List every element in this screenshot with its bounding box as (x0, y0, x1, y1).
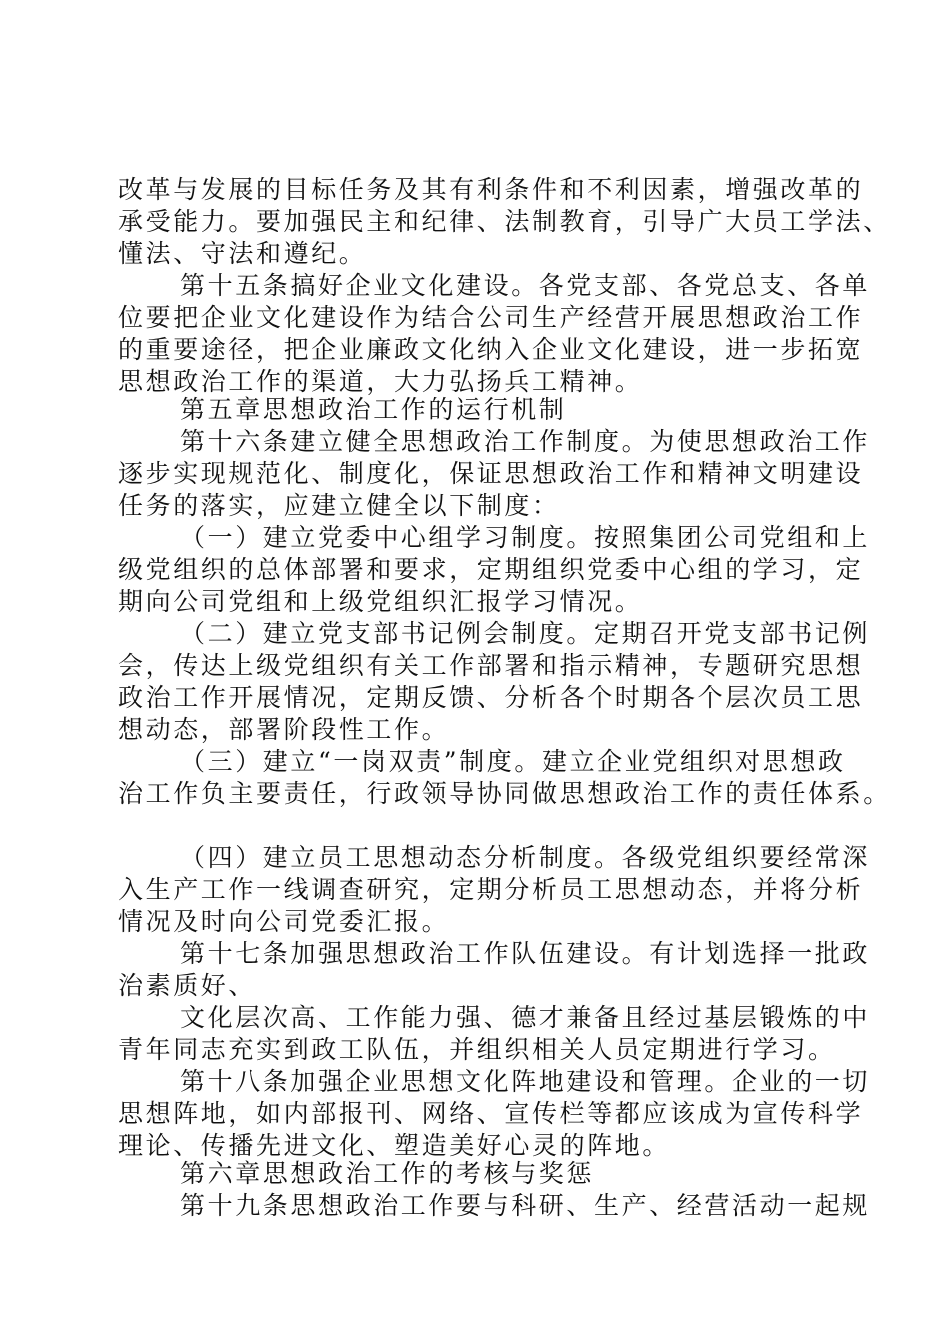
text-line: 逐步实现规范化、制度化，保证思想政治工作和精神文明建设 (118, 459, 864, 488)
text-line: 的重要途径，把企业廉政文化纳入企业文化建设，进一步拓宽 (118, 335, 864, 364)
text-line: 理论、传播先进文化、塑造美好心灵的阵地。 (118, 1131, 671, 1160)
text-line: 文化层次高、工作能力强、德才兼备且经过基层锻炼的中 (180, 1003, 871, 1032)
text-line: 懂法、守法和遵纪。 (118, 239, 367, 268)
text-line: 思想阵地，如内部报刊、网络、宣传栏等都应该成为宣传科学 (118, 1099, 864, 1128)
chapter-heading: 第六章思想政治工作的考核与奖惩 (180, 1159, 595, 1188)
text-line: 想动态，部署阶段性工作。 (118, 715, 450, 744)
text-line: 承受能力。要加强民主和纪律、法制教育，引导广大员工学法、 (118, 207, 891, 236)
text-line: 入生产工作一线调查研究，定期分析员工思想动态，并将分析 (118, 875, 864, 904)
text-line: 期向公司党组和上级党组织汇报学习情况。 (118, 587, 643, 616)
text-line: （一）建立党委中心组学习制度。按照集团公司党组和上 (180, 523, 871, 552)
text-line: 第十七条加强思想政治工作队伍建设。有计划选择一批政 (180, 939, 871, 968)
text-line: 治素质好、 (118, 971, 257, 1000)
text-line: 第十五条搞好企业文化建设。各党支部、各党总支、各单 (180, 271, 871, 300)
text-line: 治工作负主要责任，行政领导协同做思想政治工作的责任体系。 (118, 779, 891, 808)
text-line: 任务的落实，应建立健全以下制度： (118, 491, 560, 520)
text-line: （四）建立员工思想动态分析制度。各级党组织要经常深 (180, 843, 871, 872)
text-line: 级党组织的总体部署和要求，定期组织党委中心组的学习，定 (118, 555, 864, 584)
text-line: 思想政治工作的渠道，大力弘扬兵工精神。 (118, 367, 643, 396)
text-line: （三）建立“一岗双责”制度。建立企业党组织对思想政 (180, 747, 846, 776)
text-line: 改革与发展的目标任务及其有利条件和不利因素，增强改革的 (118, 175, 864, 204)
text-line: 第十八条加强企业思想文化阵地建设和管理。企业的一切 (180, 1067, 871, 1096)
chapter-heading: 第五章思想政治工作的运行机制 (180, 395, 567, 424)
text-line: 会，传达上级党组织有关工作部署和指示精神，专题研究思想 (118, 651, 864, 680)
text-line: 第十六条建立健全思想政治工作制度。为使思想政治工作 (180, 427, 871, 456)
text-line: 第十九条思想政治工作要与科研、生产、经营活动一起规 (180, 1191, 871, 1220)
text-line: 政治工作开展情况，定期反馈、分析各个时期各个层次员工思 (118, 683, 864, 712)
text-line: （二）建立党支部书记例会制度。定期召开党支部书记例 (180, 619, 871, 648)
text-line: 青年同志充实到政工队伍，并组织相关人员定期进行学习。 (118, 1035, 836, 1064)
text-line: 位要把企业文化建设作为结合公司生产经营开展思想政治工作 (118, 303, 864, 332)
text-line: 情况及时向公司党委汇报。 (118, 907, 450, 936)
